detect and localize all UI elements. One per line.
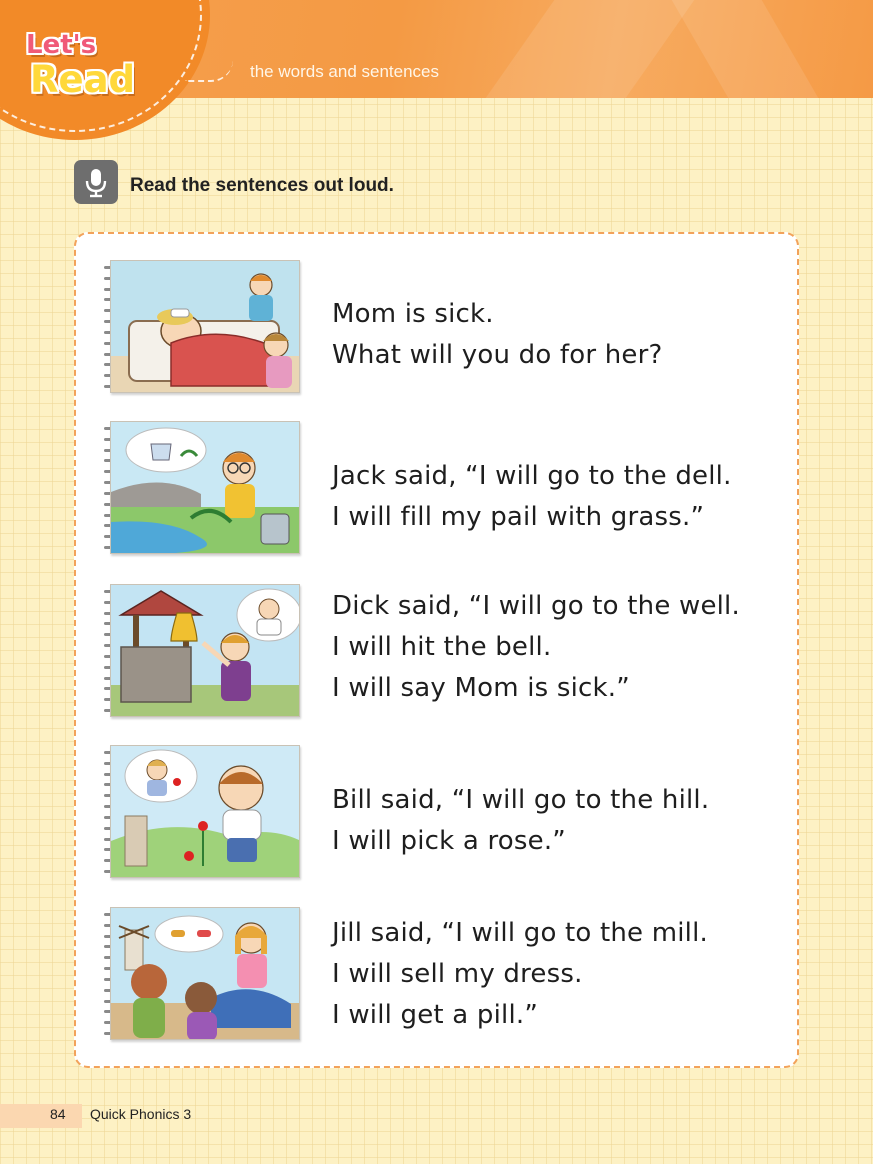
story-jack	[332, 456, 732, 538]
bill-picking-rose-illustration	[110, 745, 300, 878]
story-line: Dick said, “I will go to the well.	[332, 591, 740, 621]
microphone-icon[interactable]	[74, 160, 118, 204]
badge-title-lets: Let's	[26, 30, 97, 60]
instruction-text: Read the sentences out loud.	[130, 175, 394, 196]
story-mom	[332, 294, 662, 376]
story-line: What will you do for her?	[332, 340, 663, 370]
story-line: I will say Mom is sick.”	[332, 673, 630, 703]
story-line: Bill said, “I will go to the hill.	[332, 785, 710, 815]
badge-title-read: Read	[30, 58, 136, 101]
sick-mom-in-bed-illustration	[110, 260, 300, 393]
header-facet	[672, 0, 819, 98]
footer-page-tab	[0, 1104, 82, 1128]
story-line: Mom is sick.	[332, 299, 494, 329]
story-line: I will get a pill.”	[332, 1000, 538, 1030]
story-dick	[332, 586, 740, 709]
jack-picking-grass-illustration	[110, 421, 300, 554]
story-line: Jill said, “I will go to the mill.	[332, 918, 708, 948]
book-title: Quick Phonics 3	[90, 1106, 192, 1122]
header-facet	[486, 0, 695, 98]
page-number: 84	[50, 1106, 66, 1122]
story-line: I will sell my dress.	[332, 959, 583, 989]
story-line: Jack said, “I will go to the dell.	[332, 461, 732, 491]
dick-ringing-bell-illustration	[110, 584, 300, 717]
story-line: I will hit the bell.	[332, 632, 552, 662]
story-line: I will fill my pail with grass.”	[332, 502, 705, 532]
jill-selling-dress-illustration	[110, 907, 300, 1040]
story-jill	[332, 913, 708, 1036]
story-line: I will pick a rose.”	[332, 826, 566, 856]
section-subtitle: the words and sentences	[250, 62, 440, 81]
story-bill	[332, 780, 709, 862]
